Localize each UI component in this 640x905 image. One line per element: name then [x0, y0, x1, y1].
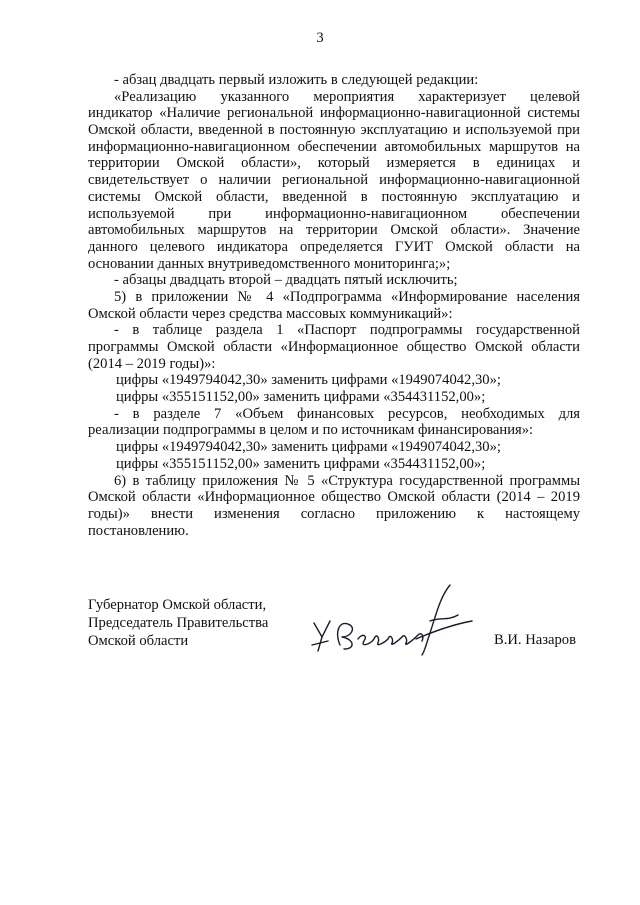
text-line: Омской области «Информационное общество Омской области (2014 – 2019: [88, 489, 580, 506]
signer-name: В.И. Назаров: [494, 632, 576, 648]
text-line: - абзац двадцать первый изложить в следующей редакции:: [114, 72, 479, 88]
text-line: реализации подпрограммы в целом и по источникам финансирования»:: [88, 422, 534, 439]
handwritten-signature: [300, 575, 480, 665]
text-line: «Реализацию указанного мероприятия характеризует целевой: [114, 88, 580, 105]
body-text: [88, 72, 580, 539]
text-line: постановлению.: [88, 522, 189, 539]
text-line: годы)» внести изменения согласно приложению к настоящему: [88, 505, 580, 522]
signer-title-line: Омской области: [88, 633, 189, 649]
text-line: 6) в таблицу приложения № 5 «Структура государственной программы: [114, 472, 580, 489]
text-line: свидетельствует о наличии региональной информационно-навигационной: [88, 172, 580, 189]
text-line: системы Омской области, введенной в постоянную эксплуатацию и: [88, 188, 580, 205]
text-line: цифры «1949794042,30» заменить цифрами «1949074042,30»;: [116, 372, 501, 389]
text-line: основании данных внутриведомственного мониторинга;»;: [88, 255, 451, 272]
text-line: - в разделе 7 «Объем финансовых ресурсов, необходимых для: [114, 405, 580, 422]
page-number: 3: [316, 30, 324, 46]
text-line: цифры «355151152,00» заменить цифрами «354431152,00»;: [116, 389, 486, 406]
text-line: данного целевого индикатора определяется ГУИТ Омской области на: [88, 238, 580, 255]
text-line: цифры «355151152,00» заменить цифрами «354431152,00»;: [116, 455, 486, 472]
text-line: 5) в приложении № 4 «Подпрограмма «Информирование населения: [114, 288, 580, 305]
text-line: программы Омской области «Информационное общество Омской области: [88, 339, 580, 355]
text-line: - в таблице раздела 1 «Паспорт подпрограммы государственной: [114, 322, 580, 339]
text-line: Омской области, введенной в постоянную эксплуатацию и используемой при: [88, 122, 580, 139]
text-line: индикатор «Наличие региональной информационно-навигационной системы: [88, 105, 580, 122]
text-line: информационно-навигационном обеспечении автомобильных маршрутов на: [88, 138, 580, 155]
text-line: Омской области через средства массовых коммуникаций»:: [88, 305, 453, 322]
text-line: (2014 – 2019 годы)»:: [88, 355, 216, 372]
text-line: используемой при информационно-навигационном обеспечении: [88, 205, 580, 222]
text-line: автомобильных маршрутов на территории Омской области». Значение: [88, 222, 580, 239]
signer-title-line: Председатель Правительства: [88, 615, 269, 631]
text-line: - абзацы двадцать второй – двадцать пятый исключить;: [114, 272, 458, 289]
signer-title-line: Губернатор Омской области,: [88, 597, 267, 613]
text-line: цифры «1949794042,30» заменить цифрами «1949074042,30»;: [116, 439, 501, 456]
signature-block: [88, 596, 268, 650]
text-line: территории Омской области», который измеряется в единицах и: [88, 155, 580, 172]
